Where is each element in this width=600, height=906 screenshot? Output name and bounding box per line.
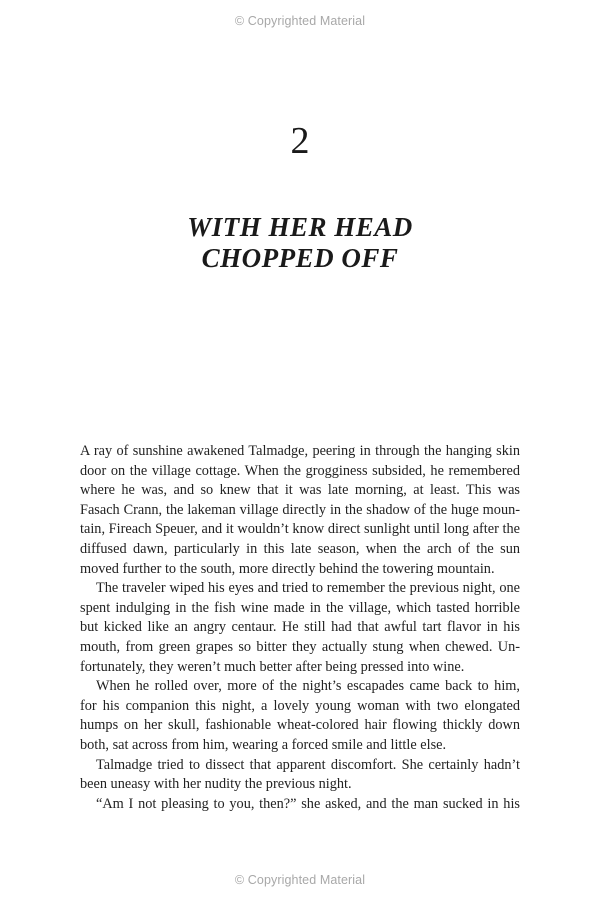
body-text-line: but kicked like an angry centaur. He still had that awful tart flavor in his bbox=[80, 619, 520, 636]
body-text-line: humps on her skull, fashionable wheat-colored hair flowing thickly down bbox=[80, 717, 520, 734]
chapter-title-line-2: CHOPPED OFF bbox=[201, 243, 399, 273]
body-text-line: door on the village cottage. When the grogginess subsided, he remembered bbox=[80, 462, 520, 479]
body-text-line: diffused dawn, particularly in this late season, when the arch of the sun bbox=[80, 540, 520, 557]
body-text-line: spent indulging in the fish wine made in the village, which tasted horrible bbox=[80, 599, 520, 616]
chapter-title bbox=[0, 212, 600, 274]
copyright-text: Copyrighted Material bbox=[247, 873, 366, 887]
body-text-line: fortunately, they weren’t much better after being pressed into wine. bbox=[80, 658, 465, 675]
copyright-watermark-top bbox=[0, 14, 600, 28]
body-text-line: A ray of sunshine awakened Talmadge, peering in through the hanging skin bbox=[80, 443, 520, 459]
body-text-line: Fasach Crann, the lakeman village directly in the shadow of the huge moun- bbox=[80, 501, 520, 518]
body-text-line: where he was, and so knew that it was late morning, at least. This was bbox=[80, 482, 520, 499]
copyright-symbol: © bbox=[234, 873, 245, 887]
body-text-line: been uneasy with her nudity the previous night. bbox=[80, 776, 352, 793]
body-text-line: for his companion this night, a lovely young woman with two elongated bbox=[80, 697, 520, 714]
chapter-title-line-1: WITH HER HEAD bbox=[187, 212, 413, 242]
body-text-line: tain, Fireach Speuer, and it wouldn’t know direct sunlight until long after the bbox=[80, 521, 520, 538]
body-text-line: mouth, from green grapes so bitter they actually stung when chewed. Un- bbox=[80, 638, 520, 655]
body-text-line: When he rolled over, more of the night’s escapades came back to him, bbox=[96, 678, 520, 695]
body-text-line: Talmadge tried to dissect that apparent discomfort. She certainly hadn’t bbox=[96, 756, 520, 773]
body-text-line: The traveler wiped his eyes and tried to remember the previous night, one bbox=[96, 580, 520, 597]
body-text-line: “Am I not pleasing to you, then?” she asked, and the man sucked in his bbox=[96, 795, 520, 812]
copyright-symbol: © bbox=[234, 14, 245, 28]
chapter-number: 2 bbox=[290, 120, 310, 162]
body-text-line: moved further to the south, more directly behind the towering mountain. bbox=[80, 560, 495, 577]
chapter-body-text bbox=[80, 442, 520, 814]
body-text-line: both, sat across from him, wearing a forced smile and little else. bbox=[80, 736, 447, 753]
copyright-text: Copyrighted Material bbox=[247, 14, 366, 28]
copyright-watermark-bottom bbox=[0, 873, 600, 887]
